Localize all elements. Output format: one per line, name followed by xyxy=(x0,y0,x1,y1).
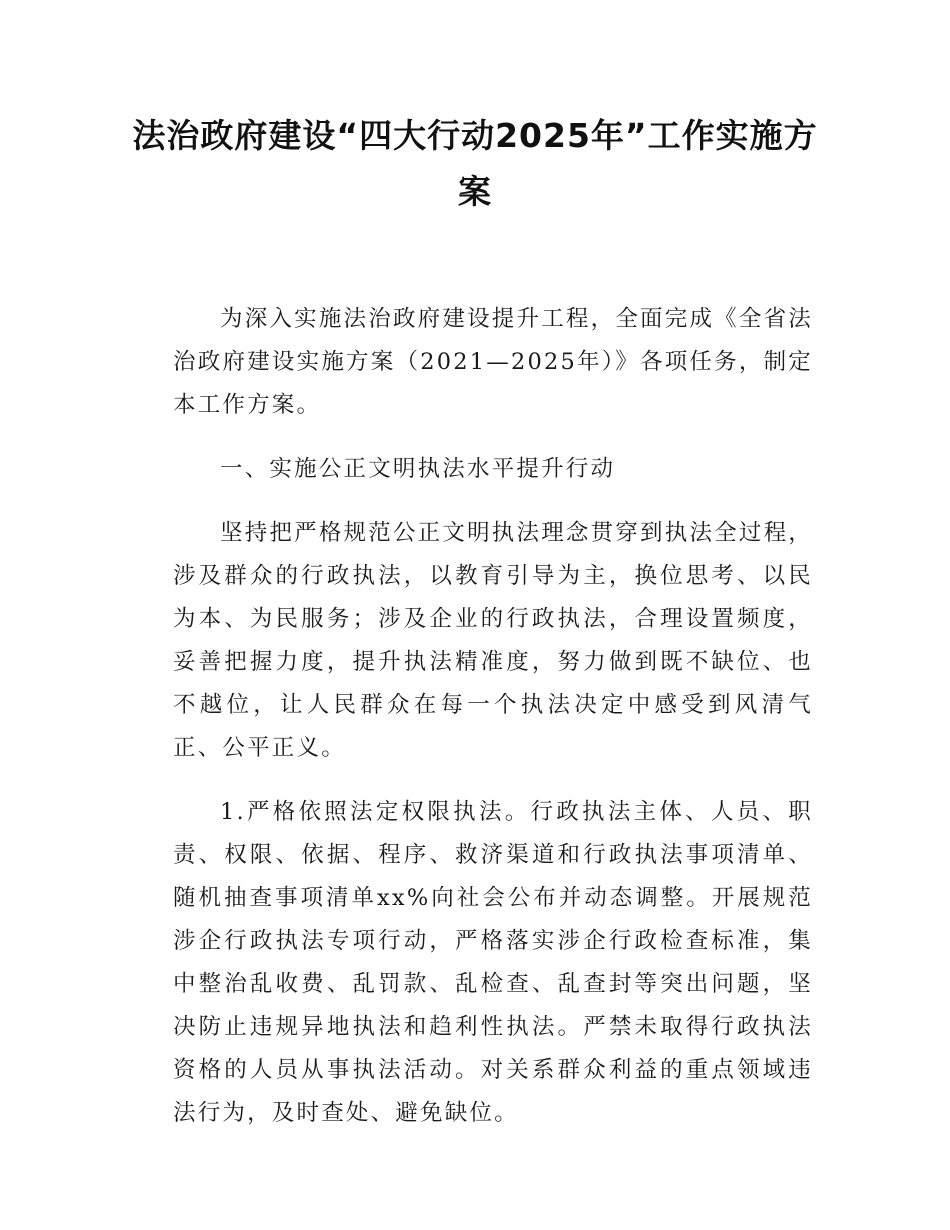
document-title: 法治政府建设“四大行动2025年”工作实施方案 xyxy=(132,116,818,211)
section-heading: 一、实施公正文明执法水平提升行动 xyxy=(220,456,616,482)
item-paragraph: 1.严格依照法定权限执法。行政执法主体、人员、职责、权限、依据、程序、救济渠道和行政执法事项清单、随机抽查事项清单xx%向社会公布并动态调整。开展规范涉企行政执法专项行动，严格落实涉企行政检查标准，集中整治乱收费、乱罚款、乱检查、乱查封等突出问题，坚决防止违规异地执法和趋利性执法。严禁未取得行政执法资格的人员从事执法活动。对关系群众利益的重点领域违法行为，及时查处、避免缺位。 xyxy=(173,799,813,1126)
document-body xyxy=(173,298,813,1156)
section-paragraph: 坚持把严格规范公正文明执法理念贯穿到执法全过程，涉及群众的行政执法，以教育引导为主，换位思考、以民为本、为民服务；涉及企业的行政执法，合理设置频度，妥善把握力度，提升执法精准度，努力做到既不缺位、也不越位，让人民群众在每一个执法决定中感受到风清气正、公平正义。 xyxy=(173,520,813,761)
intro-paragraph: 为深入实施法治政府建设提升工程，全面完成《全省法治政府建设实施方案（2021—2025年）》各项任务，制定本工作方案。 xyxy=(173,306,813,418)
